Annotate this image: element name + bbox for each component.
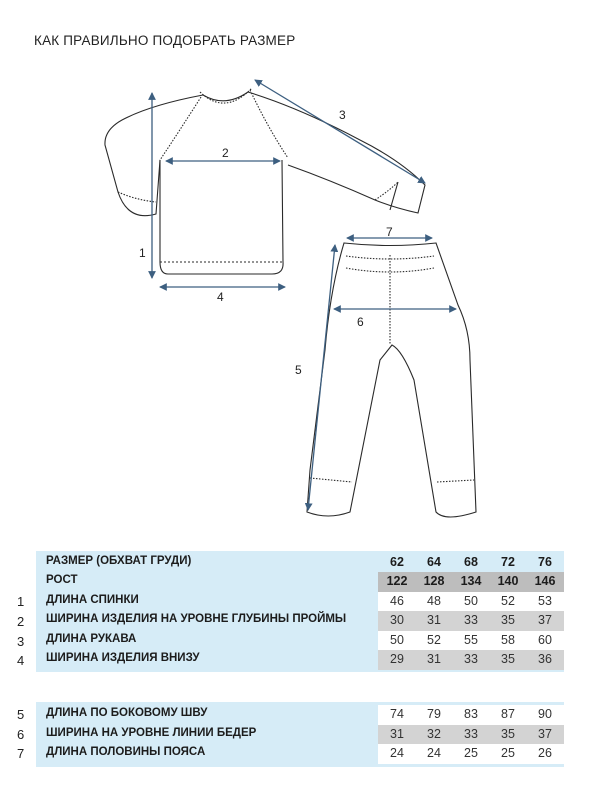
table-row: ДЛИНА ПО БОКОВОМУ ШВУ 74 79 83 87 90 [36, 705, 564, 725]
header-label: РАЗМЕР (ОБХВАТ ГРУДИ) [46, 555, 192, 567]
shirt-drawing [105, 88, 425, 274]
row-index: 7 [17, 746, 25, 761]
row-index: 6 [17, 727, 25, 742]
page-title: КАК ПРАВИЛЬНО ПОДОБРАТЬ РАЗМЕР [34, 33, 296, 48]
row-index: 2 [17, 614, 25, 629]
marker-5: 5 [295, 363, 302, 377]
table-row: ДЛИНА ПОЛОВИНЫ ПОЯСА 24 24 25 25 26 [36, 744, 564, 764]
pants-drawing [307, 243, 476, 517]
marker-2: 2 [222, 146, 229, 160]
row-index: 5 [17, 707, 25, 722]
table-row-size [36, 553, 564, 573]
table-row: ШИРИНА НА УРОВНЕ ЛИНИИ БЕДЕР 31 32 33 35 37 [36, 725, 564, 745]
table-row: ШИРИНА ИЗДЕЛИЯ ВНИЗУ 29 31 33 35 36 [36, 650, 564, 670]
size-table-top [36, 551, 564, 672]
table-row: ДЛИНА РУКАВА 50 52 55 58 60 [36, 631, 564, 651]
marker-1: 1 [139, 246, 146, 260]
table-row: ШИРИНА ИЗДЕЛИЯ НА УРОВНЕ ГЛУБИНЫ ПРОЙМЫ 30 31 33 35 37 [36, 611, 564, 631]
height-values: 122 128 134 140 146 [378, 572, 564, 592]
row-index: 3 [17, 634, 25, 649]
marker-3: 3 [339, 108, 346, 122]
table-row-height [36, 572, 564, 592]
table-row: ДЛИНА СПИНКИ 46 48 50 52 53 [36, 592, 564, 612]
row-index: 4 [17, 653, 25, 668]
measurement-lines [152, 80, 456, 510]
marker-6: 6 [357, 315, 364, 329]
row-index: 1 [17, 594, 25, 609]
marker-4: 4 [217, 290, 224, 304]
height-label: РОСТ [46, 574, 78, 586]
header-values: 62 64 68 72 76 [390, 555, 552, 569]
marker-7: 7 [386, 225, 393, 239]
size-table-bottom [36, 702, 564, 767]
